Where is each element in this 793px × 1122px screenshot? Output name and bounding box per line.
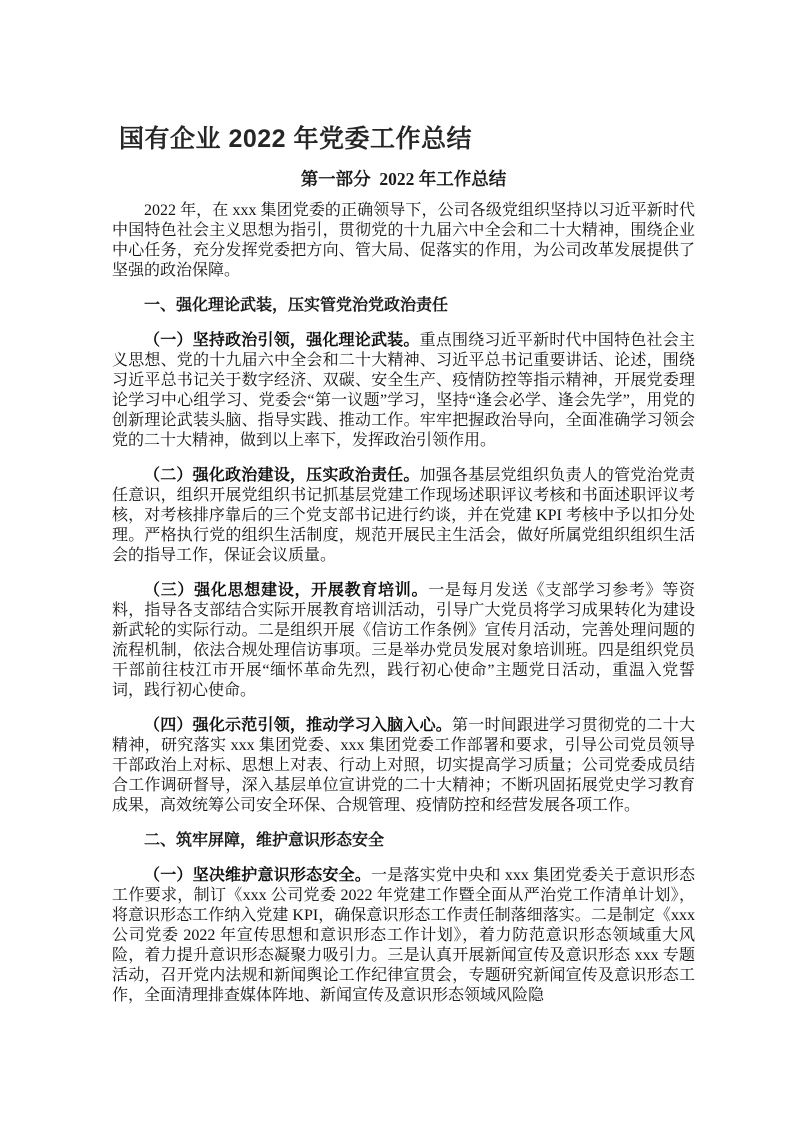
paragraph-lead: （一）坚持政治引领，强化理论武装。 bbox=[144, 332, 420, 349]
sections-container bbox=[112, 296, 695, 1006]
body-paragraph bbox=[112, 716, 695, 816]
section-heading: 一、强化理论武装，压实管党治党政治责任 bbox=[144, 297, 449, 314]
part-heading: 第一部分 2022 年工作总结 bbox=[300, 169, 507, 189]
paragraph-lead: （三）强化思想建设，开展教育培训。 bbox=[144, 582, 429, 599]
paragraph-text: 重点围绕习近平新时代中国特色社会主义思想、党的十九届六中全会和二十大精神、习近平总书记重要讲话、论述，围绕习近平总书记关于数字经济、双碳、安全生产、疫情防控等指示精神，开展党委理论学习中心组学习、党委会“第一议题”学习，坚持“逢会必学、逢会先学”，用党的创新理论武装头脑、指导实践、推动工作。牢牢把握政治导向，全面准确学习领会党的二十大精神，做到以上率下，发挥政治引领作用。 bbox=[112, 332, 695, 449]
body-paragraph bbox=[112, 466, 695, 566]
document-section bbox=[112, 831, 695, 1006]
paragraph-text: 第一时间跟进学习贯彻党的二十大精神，研究落实 xxx 集团党委、xxx 集团党委工作部署和要求，引导公司党员领导干部政治上对标、思想上对表、行动上对照，切实提高学习质量；公司党委成员结合工作调研督导，深入基层单位宣讲党的二十大精神；不断巩固拓展党史学习教育成果，高效统筹公司安全环保、合规管理、疫情防控和经营发展各项工作。 bbox=[112, 717, 695, 814]
body-paragraph bbox=[112, 331, 695, 451]
body-paragraph bbox=[112, 581, 695, 701]
paragraph-text: 一是落实党中央和 xxx 集团党委关于意识形态工作要求，制订《xxx 公司党委 2022 年党建工作暨全面从严治党工作清单计划》，将意识形态工作纳入党建 KPI，确保意识形态工作责任制落细落实。二是制定《xxx 公司党委 2022 年宣传思想和意识形态工作计划》，着力防范意识形态领域重大风险，着力提升意识形态凝聚力吸引力。三是认真开展新闻宣传及意识形态 xxx 专题活动，召开党内法规和新闻舆论工作纪律宣贯会，专题研究新闻宣传及意识形态工作，全面清理排查媒体阵地、新闻宣传及意识形态领域风险隐 bbox=[112, 867, 695, 1004]
paragraph-lead: （四）强化示范引领，推动学习入脑入心。 bbox=[144, 717, 453, 734]
document-title: 国有企业 2022 年党委工作总结 bbox=[119, 125, 473, 153]
paragraph-lead: （一）坚决维护意识形态安全。 bbox=[144, 867, 371, 884]
paragraph-lead: （二）强化政治建设，压实政治责任。 bbox=[144, 467, 420, 484]
document-section bbox=[112, 296, 695, 816]
intro-paragraph: 2022 年，在 xxx 集团党委的正确领导下，公司各级党组织坚持以习近平新时代中国特色社会主义思想为指引，贯彻党的十九届六中全会和二十大精神，围绕企业中心任务，充分发挥党委把方向、管大局、促落实的作用，为公司改革发展提供了坚强的政治保障。 bbox=[112, 202, 695, 279]
body-paragraph bbox=[112, 866, 695, 1006]
paragraph-text: 一是每月发送《支部学习参考》等资料，指导各支部结合实际开展教育培训活动，引导广大党员将学习成果转化为建设新武轮的实际行动。二是组织开展《信访工作条例》宣传月活动，完善处理问题的流程机制，依法合规处理信访事项。三是举办党员发展对象培训班。四是组织党员干部前往枝江市开展“缅怀革命先烈，践行初心使命”主题党日活动，重温入党誓词，践行初心使命。 bbox=[112, 582, 695, 699]
section-heading: 二、筑牢屏障，维护意识形态安全 bbox=[144, 832, 385, 849]
paragraph-text: 加强各基层党组织负责人的管党治党责任意识，组织开展党组织书记抓基层党建工作现场述职评议考核和书面述职评议考核，对考核排序靠后的三个党支部书记进行约谈，并在党建 KPI 考核中予以扣分处理。严格执行党的组织生活制度，规范开展民主生活会，做好所属党组织组织生活会的指导工作，保证会议质量。 bbox=[112, 467, 695, 564]
